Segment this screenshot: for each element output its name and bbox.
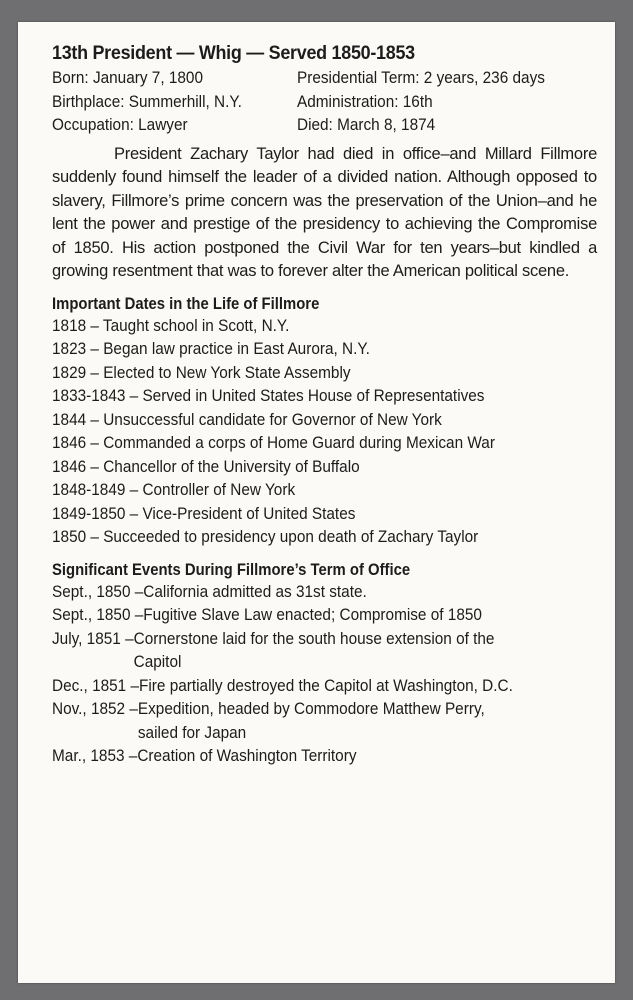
list-item: 1823 – Began law practice in East Aurora, N.Y. <box>52 340 370 358</box>
significant-events-list <box>52 581 597 769</box>
list-item: 1848-1849 – Controller of New York <box>52 481 296 499</box>
list-item: 1846 – Commanded a corps of Home Guard during Mexican War <box>52 434 495 452</box>
page-title: 13th President — Whig — Served 1850-1853 <box>52 42 415 64</box>
facts-grid <box>52 67 597 138</box>
list-item <box>52 698 559 745</box>
event-date: Mar., 1853 – <box>52 747 138 765</box>
list-item: 1844 – Unsuccessful candidate for Governor of New York <box>52 410 442 429</box>
event-date: July, 1851 – <box>52 629 134 648</box>
list-item <box>52 604 559 628</box>
list-item <box>52 581 559 605</box>
important-dates-list <box>52 315 597 550</box>
list-item: 1846 – Chancellor of the University of Buffalo <box>52 457 360 476</box>
event-text: Expedition, headed by Commodore Matthew Perry, sailed for Japan <box>137 700 485 742</box>
term-fact: Presidential Term: 2 years, 236 days <box>297 69 545 87</box>
event-text: Fire partially destroyed the Capitol at Washington, D.C. <box>139 676 513 695</box>
event-text: Cornerstone laid for the south house extension of the Capitol <box>133 629 495 671</box>
list-item: 1850 – Succeeded to presidency upon death of Zachary Taylor <box>52 528 479 546</box>
event-date: Sept., 1850 – <box>52 606 144 624</box>
event-date: Dec., 1851 – <box>52 676 140 695</box>
list-item: 1833-1843 – Served in United States House of Representatives <box>52 387 485 405</box>
event-date: Sept., 1850 – <box>52 582 144 601</box>
list-item <box>52 745 559 769</box>
significant-events-heading: Significant Events During Fillmore’s Term of Office <box>52 560 411 579</box>
list-item: 1849-1850 – Vice-President of United States <box>52 504 356 523</box>
biography-paragraph: President Zachary Taylor had died in office–and Millard Fillmore suddenly found himself the leader of a divided nation. Although opposed to slavery, Fillmore’s prime concern was the preservation of the Union–and he lent the power and prestige of the presidency to achieving the Compromise of 1850. His action postponed the Civil War for ten years–but kindled a growing resentment that was to forever alter the American political scene. <box>52 144 597 280</box>
died-fact: Died: March 8, 1874 <box>297 116 436 134</box>
postcard-back <box>18 22 615 983</box>
card-content <box>52 42 597 769</box>
event-date: Nov., 1852 – <box>52 700 138 718</box>
event-text: Creation of Washington Territory <box>137 747 357 765</box>
birthplace-fact: Birthplace: Summerhill, N.Y. <box>52 92 242 111</box>
list-item <box>52 628 559 675</box>
event-text: California admitted as 31st state. <box>143 582 367 601</box>
list-item <box>52 675 559 699</box>
list-item: 1818 – Taught school in Scott, N.Y. <box>52 316 290 335</box>
occupation-fact: Occupation: Lawyer <box>52 116 188 134</box>
important-dates-heading: Important Dates in the Life of Fillmore <box>52 294 320 313</box>
born-fact: Born: January 7, 1800 <box>52 69 203 87</box>
event-text: Fugitive Slave Law enacted; Compromise of 1850 <box>143 606 482 624</box>
administration-fact: Administration: 16th <box>297 92 433 111</box>
list-item: 1829 – Elected to New York State Assembly <box>52 363 351 382</box>
